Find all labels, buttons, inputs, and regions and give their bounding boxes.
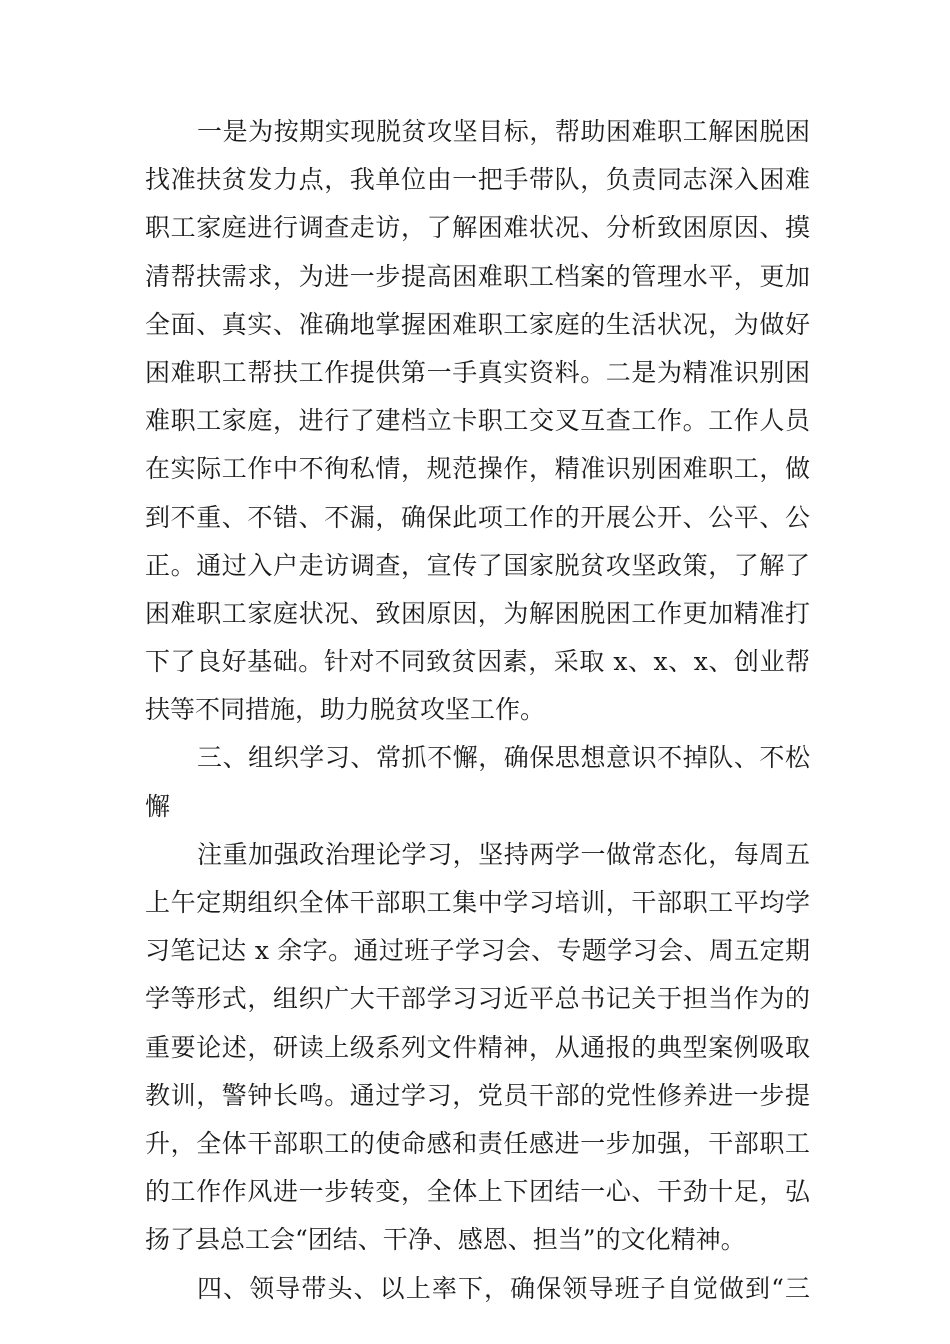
text-line: 扶等不同措施，助力脱贫攻坚工作。: [145, 695, 546, 725]
text-line: 注重加强政治理论学习，坚持两学一做常态化，每周五: [197, 839, 810, 869]
text-line: 困难职工家庭状况、致困原因，为解困脱困工作更加精准打: [145, 598, 810, 628]
text-line: 困难职工帮扶工作提供第一手真实资料。二是为精准识别困: [145, 357, 810, 387]
text-line: 重要论述，研读上级系列文件精神，从通报的典型案例吸取: [145, 1032, 810, 1062]
text-line: 在实际工作中不徇私情，规范操作，精准识别困难职工，做: [145, 454, 810, 484]
text-line: 清帮扶需求，为进一步提高困难职工档案的管理水平，更加: [145, 261, 810, 291]
text-line: 到不重、不错、不漏，确保此项工作的开展公开、公平、公: [145, 502, 810, 532]
document-page: [145, 108, 810, 1313]
text-line: 职工家庭进行调查走访，了解困难状况、分析致困原因、摸: [145, 213, 810, 243]
text-line: 学等形式，组织广大干部学习习近平总书记关于担当作为的: [145, 984, 810, 1014]
text-line: 的工作作风进一步转变，全体上下团结一心、干劲十足，弘: [145, 1177, 810, 1207]
text-line: 正。通过入户走访调查，宣传了国家脱贫攻坚政策，了解了: [145, 550, 810, 580]
text-line: 全面、真实、准确地掌握困难职工家庭的生活状况，为做好: [145, 309, 810, 339]
text-line: 习笔记达 x 余字。通过班子学习会、专题学习会、周五定期: [145, 936, 810, 966]
text-line: 三、组织学习、常抓不懈，确保思想意识不掉队、不松: [197, 743, 810, 773]
text-line: 懈: [145, 791, 171, 821]
text-line: 上午定期组织全体干部职工集中学习培训，干部职工平均学: [145, 888, 810, 917]
text-line: 找准扶贫发力点，我单位由一把手带队，负责同志深入困难: [145, 165, 810, 195]
text-line: 升，全体干部职工的使命感和责任感进一步加强，干部职工: [145, 1128, 810, 1158]
text-line: 下了良好基础。针对不同致贫因素，采取 x、x、x、创业帮: [145, 647, 810, 677]
text-line: 一是为按期实现脱贫攻坚目标，帮助困难职工解困脱困: [197, 117, 810, 146]
text-line: 四、领导带头、以上率下，确保领导班子自觉做到“三: [197, 1273, 810, 1303]
text-line: 教训，警钟长鸣。通过学习，党员干部的党性修养进一步提: [145, 1080, 810, 1110]
text-line: 难职工家庭，进行了建档立卡职工交叉互查工作。工作人员: [145, 406, 810, 436]
text-line: 扬了县总工会“团结、干净、感恩、担当”的文化精神。: [145, 1225, 746, 1255]
